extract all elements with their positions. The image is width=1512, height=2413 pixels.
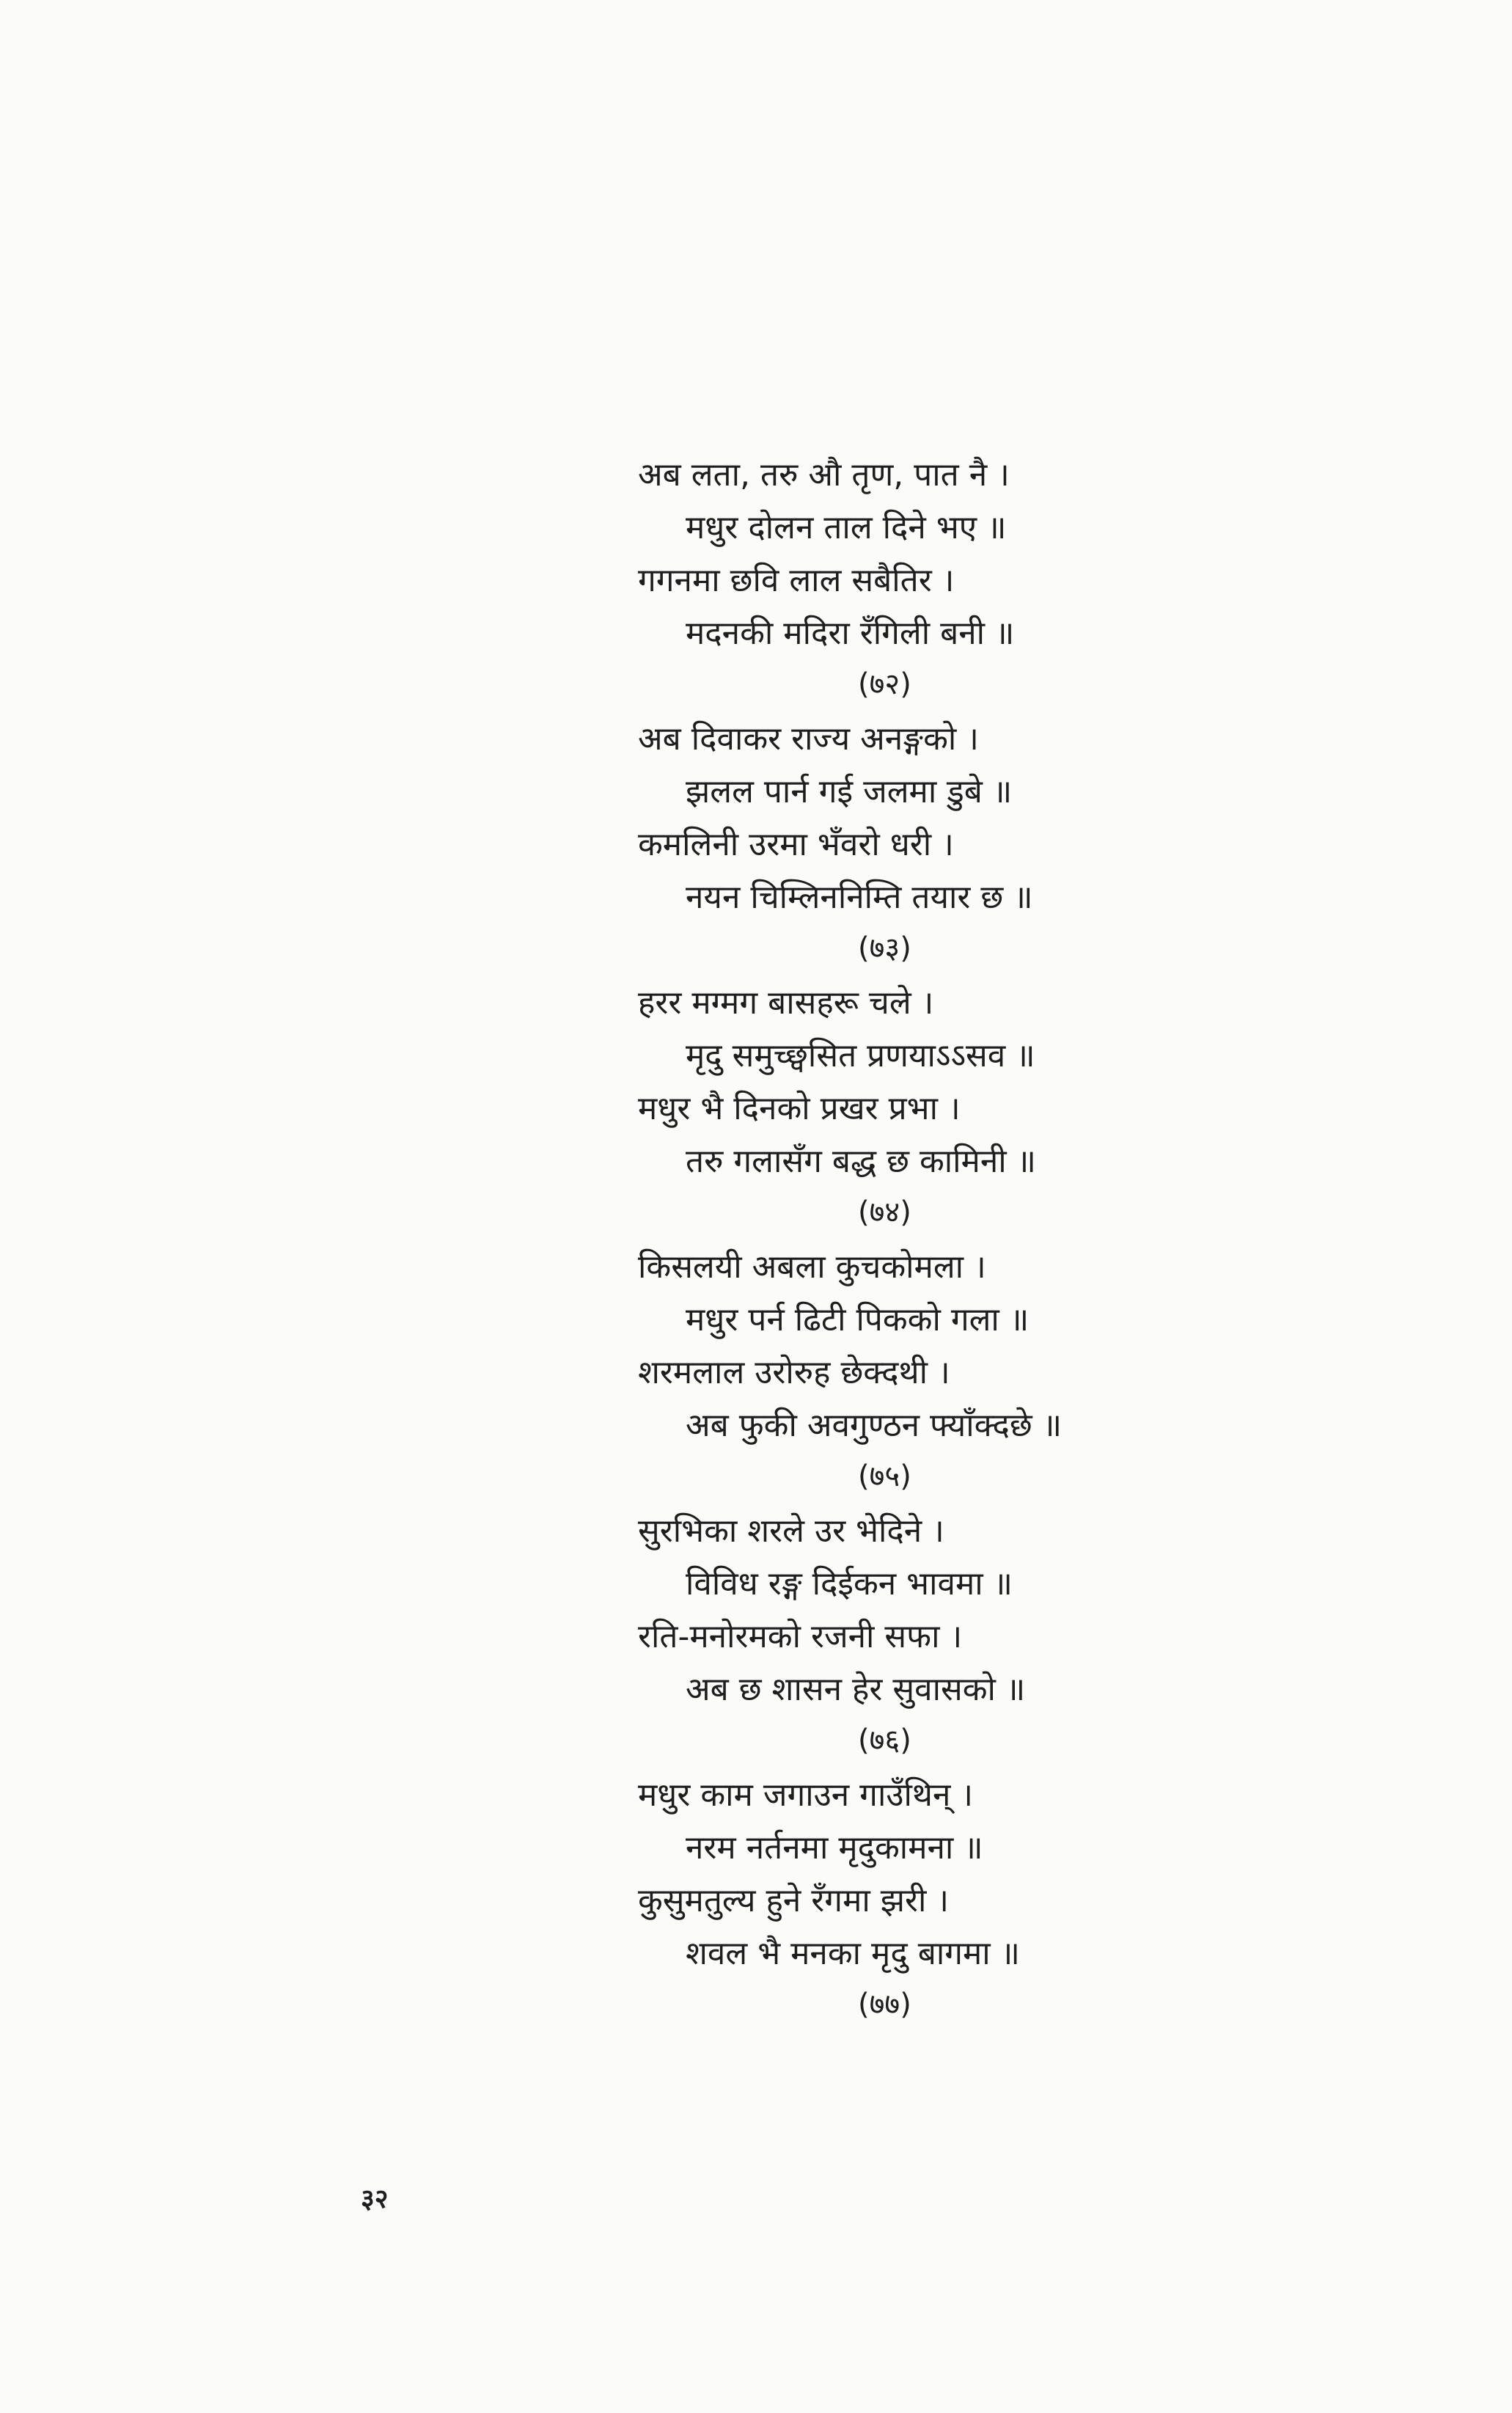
verse-line: मृदु समुच्छ्वसित प्रणयाऽऽसव ॥ xyxy=(686,1037,1035,1074)
verse-number: (७७) xyxy=(858,1988,911,2021)
verse-line: मदनकी मदिरा रँगिली बनी ॥ xyxy=(686,615,1015,652)
verse-number: (७२) xyxy=(858,667,911,701)
poem-body xyxy=(638,449,1195,2033)
verse-line: नयन चिम्लिननिम्ति तयार छ ॥ xyxy=(686,879,1033,916)
verse-line: अब दिवाकर राज्य अनङ्गको । xyxy=(638,720,979,758)
verse-line: हरर मग्मग बासहरू चले । xyxy=(638,984,934,1022)
page-number: ३२ xyxy=(361,2184,389,2214)
verse-line: विविध रङ्ग दिईकन भावमा ॥ xyxy=(686,1565,1013,1603)
verse-line: तरु गलासँग बद्ध छ कामिनी ॥ xyxy=(686,1143,1037,1180)
verse-line: अब लता, तरु औ तृण, पात नै । xyxy=(638,456,1010,494)
verse-number: (७६) xyxy=(858,1724,911,1757)
verse-line: अब छ शासन हेर सुवासको ॥ xyxy=(686,1671,1026,1708)
verse-line: मधुर भै दिनको प्रखर प्रभा । xyxy=(638,1090,961,1127)
verse-line: रति-मनोरमको रजनी सफा । xyxy=(638,1618,963,1655)
stanza-74 xyxy=(638,977,1195,1237)
verse-number: (७३) xyxy=(858,931,911,965)
verse-number: (७४) xyxy=(858,1195,911,1229)
stanza-72 xyxy=(638,449,1195,708)
verse-line: मधुर पर्न ढिटी पिकको गला ॥ xyxy=(686,1301,1030,1339)
stanza-73 xyxy=(638,713,1195,973)
verse-line: मधुर दोलन ताल दिने भए ॥ xyxy=(686,509,1007,546)
verse-line: सुरभिका शरले उर भेदिने । xyxy=(638,1512,944,1550)
stanza-76 xyxy=(638,1505,1195,1765)
stanza-77 xyxy=(638,1769,1195,2029)
verse-line: शवल भै मनका मृदु बागमा ॥ xyxy=(686,1935,1021,1972)
stanza-75 xyxy=(638,1241,1195,1501)
verse-line: कुसुमतुल्य हुने रँगमा झरी । xyxy=(638,1882,950,1919)
verse-line: झलल पार्न गई जलमा डुबे ॥ xyxy=(686,773,1013,810)
verse-line: शरमलाल उरोरुह छेक्दथी । xyxy=(638,1354,950,1391)
verse-line: किसलयी अबला कुचकोमला । xyxy=(638,1248,986,1286)
verse-line: नरम नर्तनमा मृदुकामना ॥ xyxy=(686,1829,983,1867)
verse-line: अब फुकी अवगुण्ठन फ्याँक्दछे ॥ xyxy=(686,1407,1063,1444)
verse-number: (७५) xyxy=(858,1460,911,1493)
verse-line: कमलिनी उरमा भँवरो धरी । xyxy=(638,826,954,863)
verse-line: मधुर काम जगाउन गाउँथिन् । xyxy=(638,1776,974,1814)
verse-line: गगनमा छवि लाल सबैतिर । xyxy=(638,562,955,599)
